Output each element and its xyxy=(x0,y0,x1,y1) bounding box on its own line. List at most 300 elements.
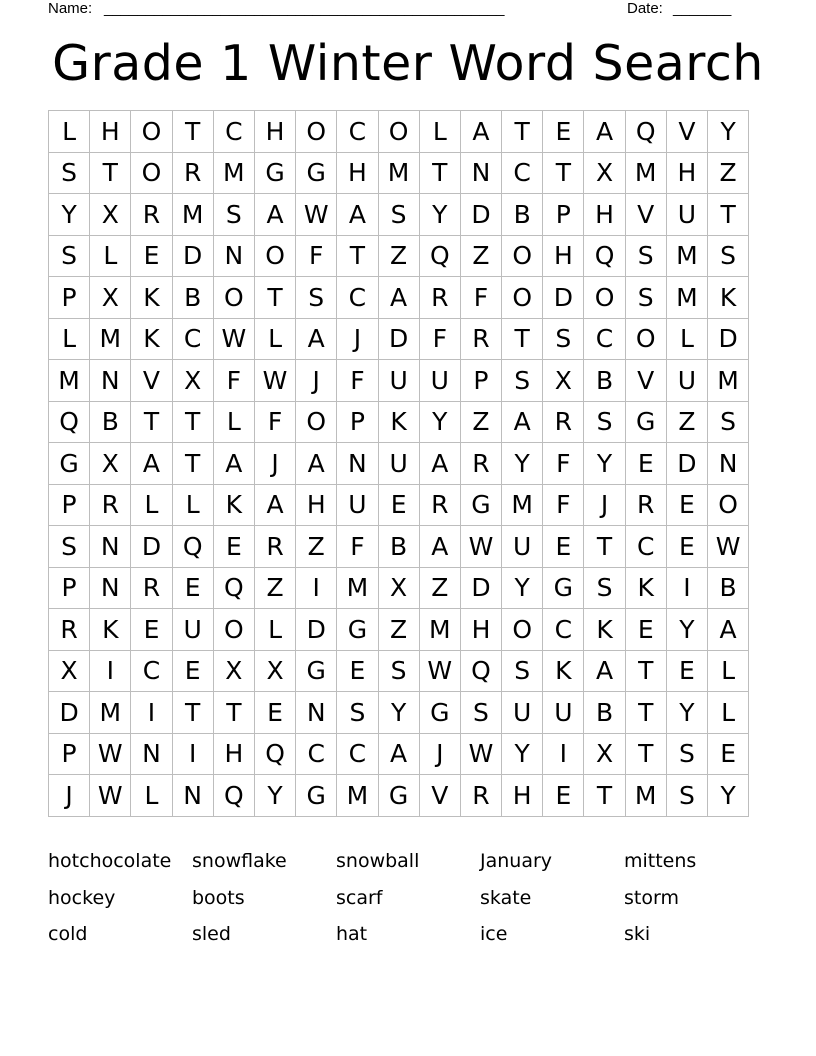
name-blank-line: ________________________________________________ xyxy=(104,0,505,17)
grid-cell: R xyxy=(131,567,172,609)
grid-cell: U xyxy=(666,194,707,236)
grid-cell: R xyxy=(419,484,460,526)
grid-cell: B xyxy=(502,194,543,236)
word-bank-item: snowball xyxy=(336,850,420,872)
word-bank-item: mittens xyxy=(624,850,697,872)
grid-row xyxy=(49,318,749,360)
grid-cell: N xyxy=(296,692,337,734)
grid-cell: H xyxy=(666,152,707,194)
grid-cell: N xyxy=(172,775,213,817)
grid-cell: Z xyxy=(708,152,749,194)
grid-cell: A xyxy=(378,733,419,775)
grid-cell: N xyxy=(90,360,131,402)
grid-cell: D xyxy=(131,526,172,568)
grid-cell: A xyxy=(254,194,295,236)
grid-cell: W xyxy=(460,733,501,775)
grid-cell: S xyxy=(460,692,501,734)
grid-cell: D xyxy=(296,609,337,651)
grid-cell: A xyxy=(502,401,543,443)
grid-cell: M xyxy=(172,194,213,236)
grid-cell: O xyxy=(502,609,543,651)
grid-cell: S xyxy=(49,526,90,568)
grid-cell: O xyxy=(378,111,419,153)
grid-cell: S xyxy=(625,235,666,277)
grid-cell: W xyxy=(90,775,131,817)
grid-cell: K xyxy=(213,484,254,526)
grid-cell: Y xyxy=(708,111,749,153)
grid-cell: H xyxy=(584,194,625,236)
grid-cell: U xyxy=(543,692,584,734)
name-label: Name: xyxy=(48,0,93,17)
grid-cell: Q xyxy=(172,526,213,568)
grid-cell: G xyxy=(296,152,337,194)
grid-cell: U xyxy=(378,443,419,485)
grid-row xyxy=(49,443,749,485)
grid-cell: V xyxy=(625,194,666,236)
grid-cell: L xyxy=(708,692,749,734)
grid-cell: Z xyxy=(460,235,501,277)
grid-cell: T xyxy=(419,152,460,194)
grid-cell: Q xyxy=(213,567,254,609)
grid-cell: N xyxy=(90,526,131,568)
grid-cell: K xyxy=(708,277,749,319)
grid-cell: L xyxy=(419,111,460,153)
grid-cell: M xyxy=(213,152,254,194)
grid-row xyxy=(49,401,749,443)
grid-cell: M xyxy=(337,775,378,817)
word-bank-item: snowflake xyxy=(192,850,287,872)
grid-cell: Y xyxy=(419,194,460,236)
grid-cell: N xyxy=(337,443,378,485)
grid-cell: Y xyxy=(502,733,543,775)
grid-cell: B xyxy=(708,567,749,609)
grid-cell: T xyxy=(625,650,666,692)
word-bank-item: hat xyxy=(336,923,368,945)
grid-cell: T xyxy=(172,401,213,443)
date-blank-line: _______ xyxy=(673,0,732,17)
grid-cell: R xyxy=(460,443,501,485)
grid-cell: A xyxy=(419,443,460,485)
grid-cell: O xyxy=(254,235,295,277)
grid-cell: W xyxy=(90,733,131,775)
grid-cell: C xyxy=(337,111,378,153)
grid-row xyxy=(49,235,749,277)
grid-cell: C xyxy=(213,111,254,153)
grid-cell: P xyxy=(337,401,378,443)
grid-cell: V xyxy=(666,111,707,153)
grid-cell: R xyxy=(172,152,213,194)
grid-cell: H xyxy=(460,609,501,651)
grid-cell: K xyxy=(543,650,584,692)
grid-cell: S xyxy=(49,235,90,277)
grid-row xyxy=(49,567,749,609)
grid-cell: J xyxy=(419,733,460,775)
grid-cell: Y xyxy=(666,692,707,734)
grid-cell: S xyxy=(213,194,254,236)
grid-cell: L xyxy=(131,775,172,817)
grid-cell: E xyxy=(337,650,378,692)
date-label: Date: xyxy=(627,0,663,17)
grid-cell: O xyxy=(625,318,666,360)
grid-cell: C xyxy=(296,733,337,775)
grid-cell: B xyxy=(172,277,213,319)
grid-cell: M xyxy=(666,277,707,319)
word-bank-row xyxy=(48,885,768,922)
grid-cell: V xyxy=(131,360,172,402)
grid-cell: X xyxy=(543,360,584,402)
grid-cell: U xyxy=(172,609,213,651)
word-bank-item: ice xyxy=(480,923,508,945)
grid-cell: T xyxy=(213,692,254,734)
word-bank-item: scarf xyxy=(336,886,383,909)
grid-cell: O xyxy=(502,235,543,277)
grid-cell: V xyxy=(419,775,460,817)
grid-cell: Z xyxy=(460,401,501,443)
grid-cell: W xyxy=(213,318,254,360)
grid-row xyxy=(49,194,749,236)
grid-cell: Z xyxy=(666,401,707,443)
grid-cell: A xyxy=(337,194,378,236)
grid-cell: W xyxy=(460,526,501,568)
grid-cell: T xyxy=(172,111,213,153)
grid-cell: O xyxy=(131,152,172,194)
grid-cell: Q xyxy=(625,111,666,153)
grid-cell: W xyxy=(296,194,337,236)
grid-cell: Y xyxy=(378,692,419,734)
grid-cell: T xyxy=(502,318,543,360)
grid-cell: G xyxy=(460,484,501,526)
grid-cell: K xyxy=(625,567,666,609)
grid-cell: S xyxy=(296,277,337,319)
grid-cell: M xyxy=(708,360,749,402)
grid-cell: Z xyxy=(296,526,337,568)
grid-cell: Q xyxy=(49,401,90,443)
grid-cell: S xyxy=(584,567,625,609)
grid-cell: U xyxy=(502,526,543,568)
grid-cell: G xyxy=(254,152,295,194)
grid-cell: O xyxy=(502,277,543,319)
grid-cell: D xyxy=(460,567,501,609)
grid-cell: E xyxy=(708,733,749,775)
grid-cell: L xyxy=(90,235,131,277)
word-bank-item: boots xyxy=(192,886,245,909)
grid-cell: S xyxy=(378,194,419,236)
grid-cell: L xyxy=(666,318,707,360)
grid-cell: E xyxy=(254,692,295,734)
grid-cell: N xyxy=(90,567,131,609)
grid-cell: M xyxy=(419,609,460,651)
grid-cell: A xyxy=(708,609,749,651)
grid-cell: S xyxy=(666,733,707,775)
grid-cell: P xyxy=(49,277,90,319)
grid-cell: K xyxy=(90,609,131,651)
grid-cell: F xyxy=(337,526,378,568)
grid-cell: X xyxy=(584,733,625,775)
grid-cell: R xyxy=(49,609,90,651)
grid-cell: D xyxy=(666,443,707,485)
grid-cell: E xyxy=(131,609,172,651)
grid-cell: B xyxy=(90,401,131,443)
grid-cell: A xyxy=(213,443,254,485)
grid-cell: S xyxy=(378,650,419,692)
grid-cell: A xyxy=(131,443,172,485)
grid-cell: A xyxy=(378,277,419,319)
word-bank-row xyxy=(48,848,768,885)
grid-cell: I xyxy=(172,733,213,775)
grid-cell: M xyxy=(666,235,707,277)
grid-cell: L xyxy=(254,318,295,360)
grid-cell: X xyxy=(90,443,131,485)
grid-cell: G xyxy=(543,567,584,609)
grid-cell: A xyxy=(584,650,625,692)
grid-cell: Q xyxy=(419,235,460,277)
grid-cell: S xyxy=(543,318,584,360)
grid-cell: J xyxy=(296,360,337,402)
grid-cell: X xyxy=(378,567,419,609)
grid-cell: B xyxy=(584,692,625,734)
grid-cell: S xyxy=(337,692,378,734)
grid-cell: S xyxy=(708,401,749,443)
grid-cell: T xyxy=(543,152,584,194)
grid-cell: F xyxy=(337,360,378,402)
grid-cell: P xyxy=(49,567,90,609)
grid-cell: A xyxy=(296,443,337,485)
grid-cell: M xyxy=(378,152,419,194)
grid-cell: T xyxy=(584,775,625,817)
grid-cell: D xyxy=(378,318,419,360)
grid-cell: B xyxy=(584,360,625,402)
word-bank-item: ski xyxy=(624,923,651,945)
grid-cell: L xyxy=(708,650,749,692)
grid-cell: P xyxy=(49,733,90,775)
grid-cell: C xyxy=(625,526,666,568)
grid-cell: T xyxy=(90,152,131,194)
grid-cell: M xyxy=(502,484,543,526)
grid-cell: S xyxy=(49,152,90,194)
word-bank-item: hockey xyxy=(48,886,116,909)
grid-cell: K xyxy=(131,318,172,360)
word-bank-item: January xyxy=(480,850,553,872)
grid-cell: B xyxy=(378,526,419,568)
word-bank-row xyxy=(48,921,768,958)
grid-cell: M xyxy=(90,692,131,734)
word-bank xyxy=(48,848,768,958)
grid-cell: N xyxy=(131,733,172,775)
grid-cell: I xyxy=(666,567,707,609)
grid-cell: Q xyxy=(213,775,254,817)
grid-cell: R xyxy=(625,484,666,526)
grid-cell: S xyxy=(708,235,749,277)
grid-cell: Y xyxy=(419,401,460,443)
grid-cell: Y xyxy=(708,775,749,817)
grid-cell: O xyxy=(296,111,337,153)
grid-cell: E xyxy=(666,650,707,692)
grid-cell: F xyxy=(543,484,584,526)
grid-cell: R xyxy=(90,484,131,526)
grid-cell: E xyxy=(543,111,584,153)
grid-cell: P xyxy=(460,360,501,402)
grid-row xyxy=(49,526,749,568)
grid-cell: Y xyxy=(584,443,625,485)
grid-cell: D xyxy=(460,194,501,236)
grid-cell: E xyxy=(666,484,707,526)
grid-cell: O xyxy=(131,111,172,153)
grid-cell: G xyxy=(49,443,90,485)
grid-cell: T xyxy=(708,194,749,236)
grid-cell: C xyxy=(337,277,378,319)
grid-cell: T xyxy=(625,692,666,734)
grid-row xyxy=(49,650,749,692)
grid-cell: R xyxy=(254,526,295,568)
grid-cell: U xyxy=(502,692,543,734)
grid-cell: E xyxy=(131,235,172,277)
page-title: Grade 1 Winter Word Search xyxy=(52,35,764,92)
grid-cell: L xyxy=(131,484,172,526)
grid-cell: Y xyxy=(254,775,295,817)
grid-row xyxy=(49,360,749,402)
grid-cell: L xyxy=(49,318,90,360)
grid-cell: R xyxy=(419,277,460,319)
grid-cell: R xyxy=(131,194,172,236)
grid-cell: V xyxy=(625,360,666,402)
grid-cell: M xyxy=(49,360,90,402)
grid-cell: W xyxy=(254,360,295,402)
grid-cell: Q xyxy=(254,733,295,775)
grid-cell: S xyxy=(584,401,625,443)
grid-cell: T xyxy=(254,277,295,319)
grid-cell: I xyxy=(296,567,337,609)
grid-cell: S xyxy=(666,775,707,817)
grid-cell: C xyxy=(584,318,625,360)
grid-cell: W xyxy=(708,526,749,568)
grid-cell: D xyxy=(708,318,749,360)
grid-cell: H xyxy=(543,235,584,277)
grid-cell: G xyxy=(419,692,460,734)
grid-cell: R xyxy=(460,318,501,360)
grid-cell: E xyxy=(666,526,707,568)
grid-cell: W xyxy=(419,650,460,692)
grid-cell: X xyxy=(49,650,90,692)
grid-cell: R xyxy=(460,775,501,817)
header-line xyxy=(48,0,748,20)
grid-cell: F xyxy=(543,443,584,485)
grid-cell: I xyxy=(543,733,584,775)
grid-cell: A xyxy=(254,484,295,526)
grid-cell: Z xyxy=(419,567,460,609)
grid-cell: Y xyxy=(666,609,707,651)
grid-cell: O xyxy=(213,609,254,651)
grid-row xyxy=(49,775,749,817)
grid-cell: G xyxy=(378,775,419,817)
grid-cell: O xyxy=(584,277,625,319)
grid-cell: P xyxy=(49,484,90,526)
grid-cell: H xyxy=(296,484,337,526)
grid-cell: J xyxy=(254,443,295,485)
grid-cell: D xyxy=(172,235,213,277)
grid-cell: Y xyxy=(502,567,543,609)
grid-cell: K xyxy=(131,277,172,319)
grid-cell: F xyxy=(213,360,254,402)
grid-cell: H xyxy=(90,111,131,153)
grid-cell: H xyxy=(254,111,295,153)
grid-cell: E xyxy=(625,609,666,651)
grid-cell: O xyxy=(213,277,254,319)
grid-cell: X xyxy=(172,360,213,402)
grid-cell: R xyxy=(543,401,584,443)
grid-cell: D xyxy=(543,277,584,319)
grid-cell: T xyxy=(172,692,213,734)
grid-cell: S xyxy=(502,650,543,692)
grid-cell: L xyxy=(172,484,213,526)
grid-cell: F xyxy=(460,277,501,319)
grid-cell: T xyxy=(131,401,172,443)
grid-cell: M xyxy=(90,318,131,360)
grid-cell: E xyxy=(172,650,213,692)
grid-cell: E xyxy=(543,526,584,568)
grid-cell: L xyxy=(254,609,295,651)
grid-cell: H xyxy=(337,152,378,194)
grid-cell: C xyxy=(543,609,584,651)
grid-cell: P xyxy=(543,194,584,236)
grid-cell: S xyxy=(502,360,543,402)
grid-cell: E xyxy=(543,775,584,817)
grid-row xyxy=(49,609,749,651)
grid-cell: T xyxy=(625,733,666,775)
word-bank-item: storm xyxy=(624,886,679,909)
word-bank-item: sled xyxy=(192,923,231,945)
grid-cell: D xyxy=(49,692,90,734)
grid-cell: A xyxy=(419,526,460,568)
grid-cell: U xyxy=(378,360,419,402)
grid-cell: G xyxy=(337,609,378,651)
grid-cell: Y xyxy=(502,443,543,485)
grid-cell: J xyxy=(49,775,90,817)
grid-cell: G xyxy=(296,775,337,817)
grid-row xyxy=(49,733,749,775)
grid-cell: X xyxy=(90,194,131,236)
word-bank-item: cold xyxy=(48,923,88,945)
grid-cell: Z xyxy=(254,567,295,609)
grid-cell: X xyxy=(254,650,295,692)
grid-row xyxy=(49,111,749,153)
grid-cell: C xyxy=(337,733,378,775)
grid-cell: C xyxy=(172,318,213,360)
grid-cell: A xyxy=(460,111,501,153)
grid-cell: Q xyxy=(584,235,625,277)
grid-cell: O xyxy=(296,401,337,443)
word-search-grid xyxy=(48,110,749,817)
grid-cell: H xyxy=(502,775,543,817)
grid-cell: N xyxy=(708,443,749,485)
grid-cell: E xyxy=(378,484,419,526)
grid-cell: U xyxy=(419,360,460,402)
grid-cell: C xyxy=(131,650,172,692)
grid-cell: L xyxy=(49,111,90,153)
grid-cell: X xyxy=(213,650,254,692)
grid-cell: Z xyxy=(378,235,419,277)
grid-cell: T xyxy=(584,526,625,568)
grid-cell: F xyxy=(296,235,337,277)
grid-cell: T xyxy=(337,235,378,277)
grid-row xyxy=(49,277,749,319)
grid-cell: I xyxy=(131,692,172,734)
grid-cell: E xyxy=(172,567,213,609)
grid-row xyxy=(49,152,749,194)
word-bank-item: hotchocolate xyxy=(48,850,172,872)
grid-cell: K xyxy=(584,609,625,651)
grid-cell: T xyxy=(172,443,213,485)
grid-cell: J xyxy=(337,318,378,360)
